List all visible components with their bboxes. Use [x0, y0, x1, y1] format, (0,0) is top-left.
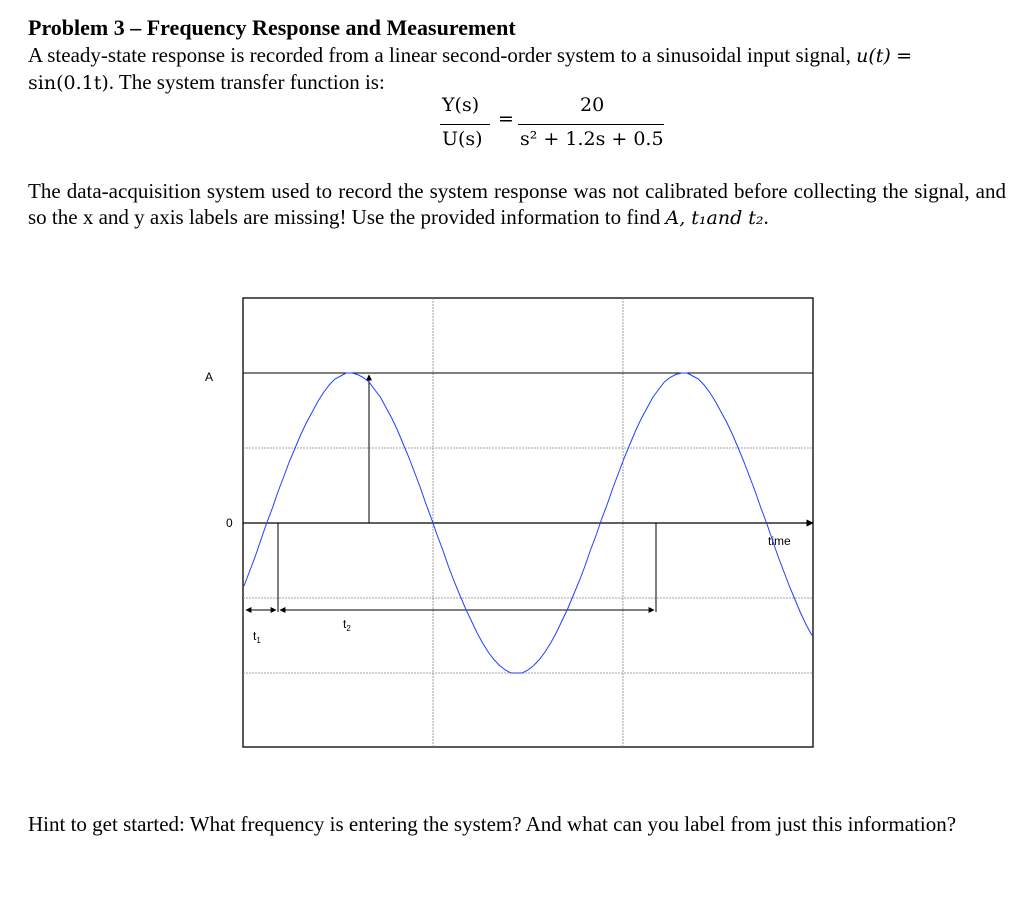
- intro-text: A steady-state response is recorded from a linear second-order system to a sinusoidal input signal,: [28, 43, 851, 67]
- intro-tail: . The system transfer function is:: [108, 70, 385, 94]
- tf-lhs-numerator: Y(s): [442, 94, 480, 116]
- t2-label: $t_2$: [343, 617, 351, 633]
- input-signal-lhs: u(t): [856, 45, 891, 67]
- t1-label: $t_1$: [253, 629, 261, 645]
- input-equals: =: [896, 45, 912, 67]
- tf-lhs-denominator: U(s): [442, 128, 483, 150]
- input-signal-rhs: sin(0.1t): [28, 72, 109, 94]
- problem-end: .: [763, 205, 769, 229]
- y-tick-label-A: A: [205, 370, 214, 384]
- tf-rhs-numerator: 20: [580, 94, 605, 116]
- x-axis-label: time: [768, 534, 791, 548]
- problem-text: The data-acquisition system used to record the system response was not calibrated before collecting the signal, and so the x and y axis labels are missing! Use the provided information to find: [28, 179, 1006, 229]
- hint-paragraph: Hint to get started: What frequency is entering the system? And what can you label from just this information?: [28, 812, 957, 836]
- tf-equals: =: [498, 108, 514, 130]
- tf-rhs-denominator: s² + 1.2s + 0.5: [520, 128, 664, 150]
- problem-title: Problem 3 – Frequency Response and Measurement: [28, 15, 516, 40]
- y-tick-label-zero: 0: [226, 516, 233, 530]
- problem-unknowns: A, t₁and t₂: [665, 207, 764, 229]
